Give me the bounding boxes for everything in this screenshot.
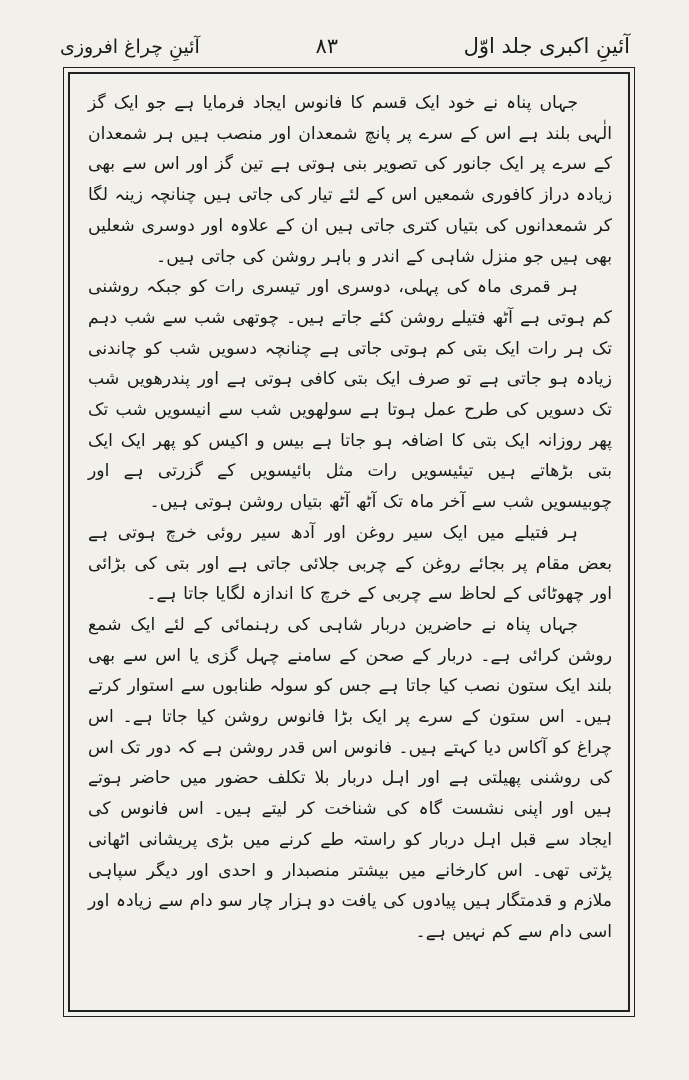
section-title: آئینِ چراغ افروزی — [60, 36, 200, 58]
body-text — [88, 88, 612, 948]
paragraph-3: ہر فتیلے میں ایک سیر روغن اور آدھ سیر روئی خرچ ہوتی ہے بعض مقام پر بجائے روغن کے چربی جلائی جاتی ہے اور بتی کی بڑائی اور چھوٹائی کے لحاظ سے چربی کے خرچ کا اندازہ لگایا جاتا ہے۔ — [88, 522, 612, 605]
page-number: ۸۳ — [315, 34, 338, 58]
page-header — [60, 30, 630, 68]
paragraph-2: ہر قمری ماہ کی پہلی، دوسری اور تیسری رات کو جبکہ روشنی کم ہوتی ہے آٹھ فتیلے روشن کئے جاتے ہیں۔ چوتھی شب سے شب دہم تک ہر رات ایک بتی کم ہوتی جاتی ہے چنانچہ دسویں شب کو چاندنی زیادہ ہو جاتی ہے تو صرف ایک بتی کافی ہوتی ہے اور پندرھویں شب تک دسویں کی طرح عمل ہوتا ہے سولھویں شب سے انیسویں شب تک پھر روزانہ ایک بتی کا اضافہ ہو جاتا ہے بیس و اکیس کو پھر ایک ایک بتی بڑھاتے ہیں تیئیسویں رات مثل بائیسویں کے گزرتی ہے اور چوبیسویں شب سے آخر ماہ تک آٹھ آٹھ بتیاں روشن ہوتی ہیں۔ — [88, 277, 612, 513]
paragraph-4: جہاں پناہ نے حاضرین دربار شاہی کی رہنمائی کے لئے ایک شمع روشن کرائی ہے۔ دربار کے صحن کے سامنے چہل گزی یا اس سے بھی بلند ایک ستون نصب کیا جاتا ہے جس کو سولہ طنابوں سے استوار کرتے ہیں۔ اس ستون کے سرے پر ایک بڑا فانوس روشن کیا جاتا ہے۔ اس چراغ کو آکاس دیا کہتے ہیں۔ فانوس اس قدر روشن ہے کہ دور تک اس کی روشنی پھیلتی ہے اور اہل دربار بلا تکلف حضور میں حاضر ہوتے ہیں اور اپنی نشست گاہ کی شناخت کر لیتے ہیں۔ اس فانوس کی ایجاد سے قبل اہل دربار کو راستہ طے کرنے میں بڑی پریشانی اٹھانی پڑتی تھی۔ اس کارخانے میں بیشتر منصبدار و احدی اور دیگر سپاہی ملازم و قدمتگار ہیں پیادوں کی یافت دو ہزار چار سو دام سے زیادہ اور اسی دام سے کم نہیں ہے۔ — [88, 614, 612, 942]
book-title: آئینِ اکبری جلد اوّل — [463, 34, 630, 58]
paragraph-1: جہاں پناہ نے خود ایک قسم کا فانوس ایجاد فرمایا ہے جو ایک گز الٰہی بلند ہے اس کے سرے پر پانچ شمعدان اور منصب ہیں ہر شمعدان کے سرے پر ایک جانور کی تصویر بنی ہوتی ہے تین گز اور اس سے بھی زیادہ دراز کافوری شمعیں اس کے لئے تیار کی جاتی ہیں چنانچہ زینہ لگا کر شمعدانوں کی بتیاں کتری جاتی ہیں ان کے علاوہ اور دوسری شعلیں بھی ہیں جو منزل شاہی کے اندر و باہر روشن کی جاتی ہیں۔ — [88, 93, 612, 267]
